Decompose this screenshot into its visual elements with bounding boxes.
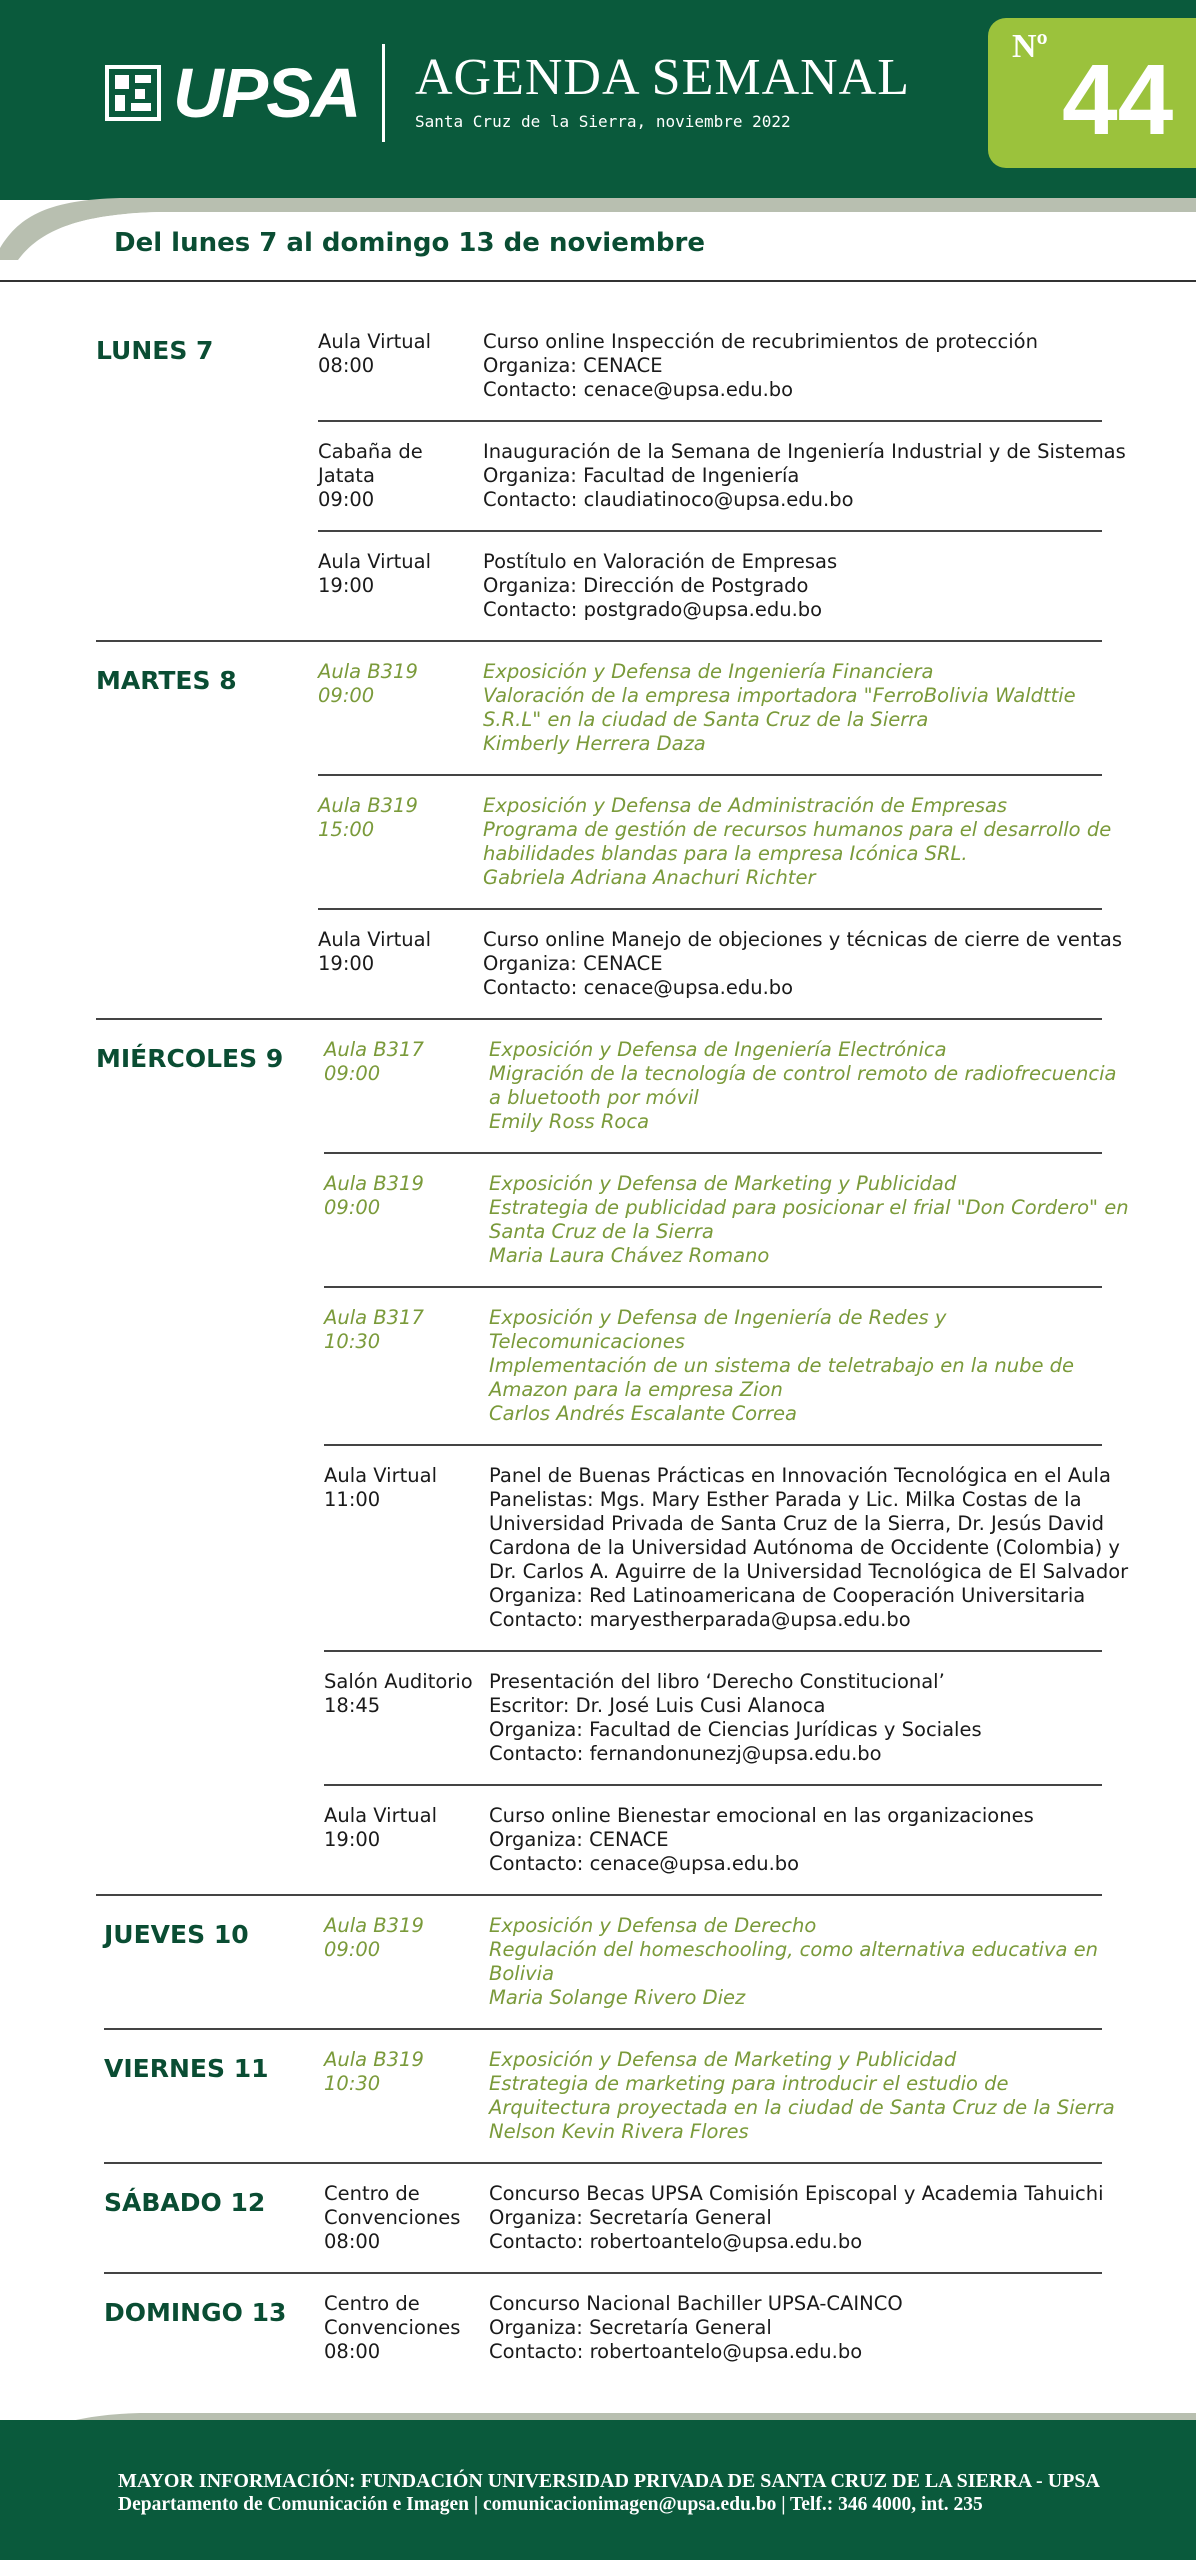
event-divider xyxy=(318,530,1102,532)
event-detail-line: Exposición y Defensa de Derecho xyxy=(489,1914,817,1937)
event-detail-line: Telecomunicaciones xyxy=(489,1330,685,1353)
event-place-line: Aula B319 xyxy=(324,1914,424,1937)
event-place-line: 10:30 xyxy=(324,1330,381,1353)
header-rule xyxy=(0,280,1196,282)
event-details xyxy=(489,1464,1128,1632)
event-divider xyxy=(318,908,1102,910)
event-place xyxy=(318,660,418,708)
event-detail-line: Organiza: Facultad de Ciencias Jurídicas y Sociales xyxy=(489,1718,982,1741)
event-detail-line: Organiza: Secretaría General xyxy=(489,2316,772,2339)
day-divider xyxy=(104,2028,1102,2030)
event-place-line: Aula B319 xyxy=(318,660,418,683)
event-place xyxy=(324,1914,424,1962)
event-place xyxy=(318,330,431,378)
day-divider xyxy=(96,1018,1102,1020)
event-place xyxy=(324,2292,460,2364)
event-place-line: Centro de xyxy=(324,2182,420,2205)
event-place-line: 09:00 xyxy=(318,488,375,511)
event-place-line: Aula Virtual xyxy=(318,928,431,951)
event-place xyxy=(318,550,431,598)
event-place-line: 19:00 xyxy=(324,1828,381,1851)
event-place xyxy=(318,794,418,842)
event-details xyxy=(489,2182,1104,2254)
event-place-line: Aula B319 xyxy=(324,2048,424,2071)
event-detail-line: Exposición y Defensa de Marketing y Publicidad xyxy=(489,2048,957,2071)
event-detail-line: Exposición y Defensa de Ingeniería Financiera xyxy=(483,660,934,683)
event-details xyxy=(483,928,1122,1000)
event-place-line: Cabaña de xyxy=(318,440,423,463)
event-place-line: 19:00 xyxy=(318,952,375,975)
event-detail-line: Concurso Nacional Bachiller UPSA-CAINCO xyxy=(489,2292,903,2315)
event-place-line: Aula Virtual xyxy=(324,1464,437,1487)
event-details xyxy=(489,2048,1115,2144)
event-detail-line: Universidad Privada de Santa Cruz de la Sierra, Dr. Jesús David xyxy=(489,1512,1104,1535)
event-place xyxy=(324,2182,460,2254)
event-place-line: Centro de xyxy=(324,2292,420,2315)
issue-number-label: Nº xyxy=(1012,28,1048,65)
event-detail-line: Contacto: maryestherparada@upsa.edu.bo xyxy=(489,1608,911,1631)
event-details xyxy=(483,550,837,622)
event-detail-line: Exposición y Defensa de Ingeniería de Redes y xyxy=(489,1306,947,1329)
event-detail-line: Concurso Becas UPSA Comisión Episcopal y Academia Tahuichi xyxy=(489,2182,1104,2205)
event-detail-line: Implementación de un sistema de teletrabajo en la nube de xyxy=(489,1354,1075,1377)
event-detail-line: Panel de Buenas Prácticas en Innovación Tecnológica en el Aula xyxy=(489,1464,1111,1487)
event-place-line: Convenciones xyxy=(324,2316,461,2339)
event-place-line: Aula B317 xyxy=(324,1306,424,1329)
issue-number-badge xyxy=(988,18,1196,168)
event-detail-line: S.R.L" en la ciudad de Santa Cruz de la Sierra xyxy=(483,708,929,731)
event-detail-line: Curso online Bienestar emocional en las organizaciones xyxy=(489,1804,1034,1827)
day-name: LUNES 7 xyxy=(96,336,214,365)
event-detail-line: Carlos Andrés Escalante Correa xyxy=(489,1402,797,1425)
event-place-line: Aula B319 xyxy=(318,794,418,817)
event-details xyxy=(489,2292,903,2364)
event-details xyxy=(489,1670,982,1766)
day-name: DOMINGO 13 xyxy=(104,2298,287,2327)
event-detail-line: Exposición y Defensa de Marketing y Publicidad xyxy=(489,1172,957,1195)
event-place-line: 15:00 xyxy=(318,818,375,841)
event-detail-line: Cardona de la Universidad Autónoma de Occidente (Colombia) y xyxy=(489,1536,1120,1559)
event-detail-line: Exposición y Defensa de Ingeniería Electrónica xyxy=(489,1038,947,1061)
upsa-emblem-icon xyxy=(105,63,165,123)
event-detail-line: Contacto: cenace@upsa.edu.bo xyxy=(483,976,794,999)
event-detail-line: Maria Laura Chávez Romano xyxy=(489,1244,770,1267)
event-detail-line: Organiza: CENACE xyxy=(483,952,663,975)
event-detail-line: Postítulo en Valoración de Empresas xyxy=(483,550,838,573)
day-name: VIERNES 11 xyxy=(104,2054,269,2083)
event-detail-line: Regulación del homeschooling, como alternativa educativa en xyxy=(489,1938,1098,1961)
event-details xyxy=(489,1172,1129,1268)
event-place-line: Salón Auditorio xyxy=(324,1670,473,1693)
event-detail-line: Contacto: robertoantelo@upsa.edu.bo xyxy=(489,2340,863,2363)
event-place-line: 18:45 xyxy=(324,1694,381,1717)
event-place-line: 09:00 xyxy=(318,684,375,707)
event-detail-line: habilidades blandas para la empresa Icónica SRL. xyxy=(483,842,968,865)
event-place-line: 08:00 xyxy=(324,2230,381,2253)
event-place-line: 08:00 xyxy=(318,354,375,377)
event-place-line: Aula Virtual xyxy=(318,550,431,573)
event-detail-line: Estrategia de publicidad para posicionar el frial "Don Cordero" en xyxy=(489,1196,1129,1219)
event-detail-line: Organiza: Red Latinoamericana de Cooperación Universitaria xyxy=(489,1584,1086,1607)
event-place xyxy=(324,2048,424,2096)
event-place xyxy=(318,440,423,512)
event-detail-line: Organiza: CENACE xyxy=(483,354,663,377)
day-name: JUEVES 10 xyxy=(104,1920,249,1949)
event-detail-line: a bluetooth por móvil xyxy=(489,1086,699,1109)
day-divider xyxy=(104,2162,1102,2164)
day-name: MARTES 8 xyxy=(96,666,237,695)
header-divider xyxy=(382,44,385,142)
event-place-line: 19:00 xyxy=(318,574,375,597)
event-detail-line: Maria Solange Rivero Diez xyxy=(489,1986,746,2009)
event-detail-line: Kimberly Herrera Daza xyxy=(483,732,706,755)
logo-text: UPSA xyxy=(173,54,360,132)
event-place-line: 09:00 xyxy=(324,1938,381,1961)
header-banner xyxy=(0,0,1196,200)
page-title: AGENDA SEMANAL xyxy=(415,49,910,106)
event-details xyxy=(489,1914,1098,2010)
event-detail-line: Contacto: cenace@upsa.edu.bo xyxy=(489,1852,800,1875)
event-detail-line: Contacto: fernandonunezj@upsa.edu.bo xyxy=(489,1742,882,1765)
day-divider xyxy=(96,1894,1102,1896)
event-detail-line: Dr. Carlos A. Aguirre de la Universidad Tecnológica de El Salvador xyxy=(489,1560,1129,1583)
event-detail-line: Valoración de la empresa importadora "FerroBolivia Waldttie xyxy=(483,684,1076,707)
upsa-logo xyxy=(105,54,360,132)
event-detail-line: Organiza: Secretaría General xyxy=(489,2206,772,2229)
event-detail-line: Programa de gestión de recursos humanos para el desarrollo de xyxy=(483,818,1112,841)
event-detail-line: Arquitectura proyectada en la ciudad de Santa Cruz de la Sierra xyxy=(489,2096,1115,2119)
event-divider xyxy=(318,420,1102,422)
event-place-line: Aula B317 xyxy=(324,1038,424,1061)
event-detail-line: Exposición y Defensa de Administración de Empresas xyxy=(483,794,1008,817)
event-detail-line: Nelson Kevin Rivera Flores xyxy=(489,2120,749,2143)
event-place-line: Convenciones xyxy=(324,2206,461,2229)
event-details xyxy=(483,794,1111,890)
event-place-line: Jatata xyxy=(318,464,375,487)
event-place-line: 10:30 xyxy=(324,2072,381,2095)
event-detail-line: Inauguración de la Semana de Ingeniería Industrial y de Sistemas xyxy=(483,440,1126,463)
event-place xyxy=(324,1172,424,1220)
event-place-line: Aula Virtual xyxy=(318,330,431,353)
event-place xyxy=(324,1306,424,1354)
event-place xyxy=(324,1464,437,1512)
event-divider xyxy=(318,774,1102,776)
footer-contact-line: Departamento de Comunicación e Imagen | comunicacionimagen@upsa.edu.bo | Telf.: 346 4000, int. 235 xyxy=(118,2494,983,2515)
event-detail-line: Panelistas: Mgs. Mary Esther Parada y Lic. Milka Costas de la xyxy=(489,1488,1082,1511)
event-place-line: Aula B319 xyxy=(324,1172,424,1195)
event-details xyxy=(489,1804,1034,1876)
event-detail-line: Presentación del libro ‘Derecho Constitucional’ xyxy=(489,1670,945,1693)
event-detail-line: Organiza: Facultad de Ingeniería xyxy=(483,464,800,487)
event-detail-line: Emily Ross Roca xyxy=(489,1110,650,1133)
day-divider xyxy=(104,2272,1102,2274)
event-divider xyxy=(324,1650,1102,1652)
event-details xyxy=(489,1038,1116,1134)
event-detail-line: Organiza: CENACE xyxy=(489,1828,669,1851)
event-detail-line: Contacto: claudiatinoco@upsa.edu.bo xyxy=(483,488,854,511)
event-detail-line: Curso online Inspección de recubrimientos de protección xyxy=(483,330,1038,353)
event-place-line: 09:00 xyxy=(324,1062,381,1085)
event-place-line: 11:00 xyxy=(324,1488,381,1511)
event-detail-line: Amazon para la empresa Zion xyxy=(489,1378,783,1401)
event-detail-line: Migración de la tecnología de control remoto de radiofrecuencia xyxy=(489,1062,1117,1085)
page-subtitle: Santa Cruz de la Sierra, noviembre 2022 xyxy=(415,112,791,131)
event-detail-line: Gabriela Adriana Anachuri Richter xyxy=(483,866,816,889)
event-divider xyxy=(324,1784,1102,1786)
event-detail-line: Escritor: Dr. José Luis Cusi Alanoca xyxy=(489,1694,826,1717)
event-place xyxy=(324,1670,473,1718)
event-detail-line: Contacto: robertoantelo@upsa.edu.bo xyxy=(489,2230,863,2253)
event-place-line: Aula Virtual xyxy=(324,1804,437,1827)
event-detail-line: Santa Cruz de la Sierra xyxy=(489,1220,714,1243)
event-divider xyxy=(324,1286,1102,1288)
event-detail-line: Curso online Manejo de objeciones y técnicas de cierre de ventas xyxy=(483,928,1123,951)
event-divider xyxy=(324,1152,1102,1154)
event-divider xyxy=(324,1444,1102,1446)
footer-info-line: MAYOR INFORMACIÓN: FUNDACIÓN UNIVERSIDAD PRIVADA DE SANTA CRUZ DE LA SIERRA - UPSA xyxy=(118,2470,1100,2492)
event-place-line: 09:00 xyxy=(324,1196,381,1219)
event-details xyxy=(489,1306,1074,1426)
day-divider xyxy=(96,640,1102,642)
event-details xyxy=(483,440,1126,512)
event-detail-line: Estrategia de marketing para introducir el estudio de xyxy=(489,2072,1009,2095)
week-range: Del lunes 7 al domingo 13 de noviembre xyxy=(114,228,705,258)
day-name: MIÉRCOLES 9 xyxy=(96,1044,284,1073)
event-detail-line: Contacto: postgrado@upsa.edu.bo xyxy=(483,598,823,621)
event-place xyxy=(324,1804,437,1852)
event-place-line: 08:00 xyxy=(324,2340,381,2363)
day-name: SÁBADO 12 xyxy=(104,2188,266,2217)
event-detail-line: Bolivia xyxy=(489,1962,555,1985)
issue-number: 44 xyxy=(1062,44,1174,156)
event-details xyxy=(483,660,1076,756)
event-place xyxy=(318,928,431,976)
event-detail-line: Contacto: cenace@upsa.edu.bo xyxy=(483,378,794,401)
event-place xyxy=(324,1038,424,1086)
event-detail-line: Organiza: Dirección de Postgrado xyxy=(483,574,809,597)
event-details xyxy=(483,330,1038,402)
